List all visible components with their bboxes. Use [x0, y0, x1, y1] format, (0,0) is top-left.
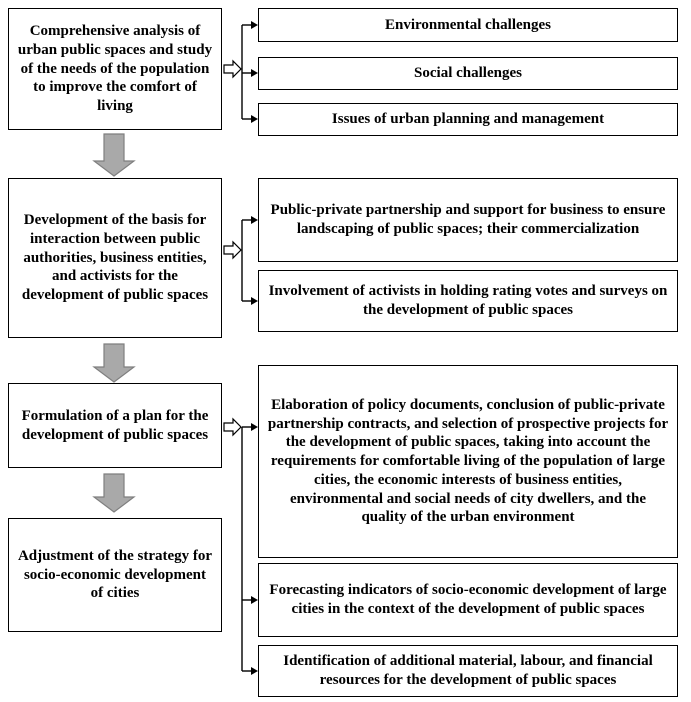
down-flow-arrow-3 — [94, 474, 134, 512]
stage-box-strategy-adjustment: Adjustment of the strategy for socio-economic development of cities — [8, 518, 222, 632]
down-flow-arrow-2 — [94, 344, 134, 382]
arrowhead-icon — [251, 667, 258, 675]
outcome-box-environmental-challenges: Environmental challenges — [258, 8, 678, 42]
arrowhead-icon — [251, 21, 258, 29]
arrowhead-icon — [251, 69, 258, 77]
arrowhead-icon — [251, 297, 258, 305]
arrowhead-icon — [251, 216, 258, 224]
stage-box-interaction-basis: Development of the basis for interaction between public authorities, business entities, and activists for the development of public spaces — [8, 178, 222, 338]
outcome-box-activist-involvement: Involvement of activists in holding rating votes and surveys on the development of public spaces — [258, 270, 678, 332]
outcome-box-urban-planning-issues: Issues of urban planning and management — [258, 103, 678, 136]
branch-connector-group-3 — [224, 419, 258, 675]
outcome-box-resource-identification: Identification of additional material, labour, and financial resources for the development of public spaces — [258, 645, 678, 697]
hollow-right-arrow-icon — [224, 242, 241, 258]
outcome-box-public-private-partnership: Public-private partnership and support for business to ensure landscaping of public spaces; their commercialization — [258, 178, 678, 262]
outcome-box-policy-documents: Elaboration of policy documents, conclusion of public-private partnership contracts, and selection of prospective projects for the development of public spaces, taking into account the requirements for comfortable living of the population of large cities, the economic interests of business entities, environmental and social needs of city dwellers, and the quality of the urban environment — [258, 365, 678, 558]
hollow-right-arrow-icon — [224, 61, 241, 77]
stage-box-plan-formulation: Formulation of a plan for the development of public spaces — [8, 383, 222, 468]
arrowhead-icon — [251, 596, 258, 604]
stage-box-comprehensive-analysis: Comprehensive analysis of urban public spaces and study of the needs of the population to improve the comfort of living — [8, 8, 222, 130]
outcome-box-forecasting-indicators: Forecasting indicators of socio-economic development of large cities in the context of the development of public spaces — [258, 563, 678, 637]
outcome-box-social-challenges: Social challenges — [258, 57, 678, 90]
branch-connector-group-1 — [224, 21, 258, 123]
arrowhead-icon — [251, 115, 258, 123]
arrowhead-icon — [251, 423, 258, 431]
hollow-right-arrow-icon — [224, 419, 241, 435]
branch-connector-group-2 — [224, 216, 258, 305]
down-flow-arrow-1 — [94, 134, 134, 176]
